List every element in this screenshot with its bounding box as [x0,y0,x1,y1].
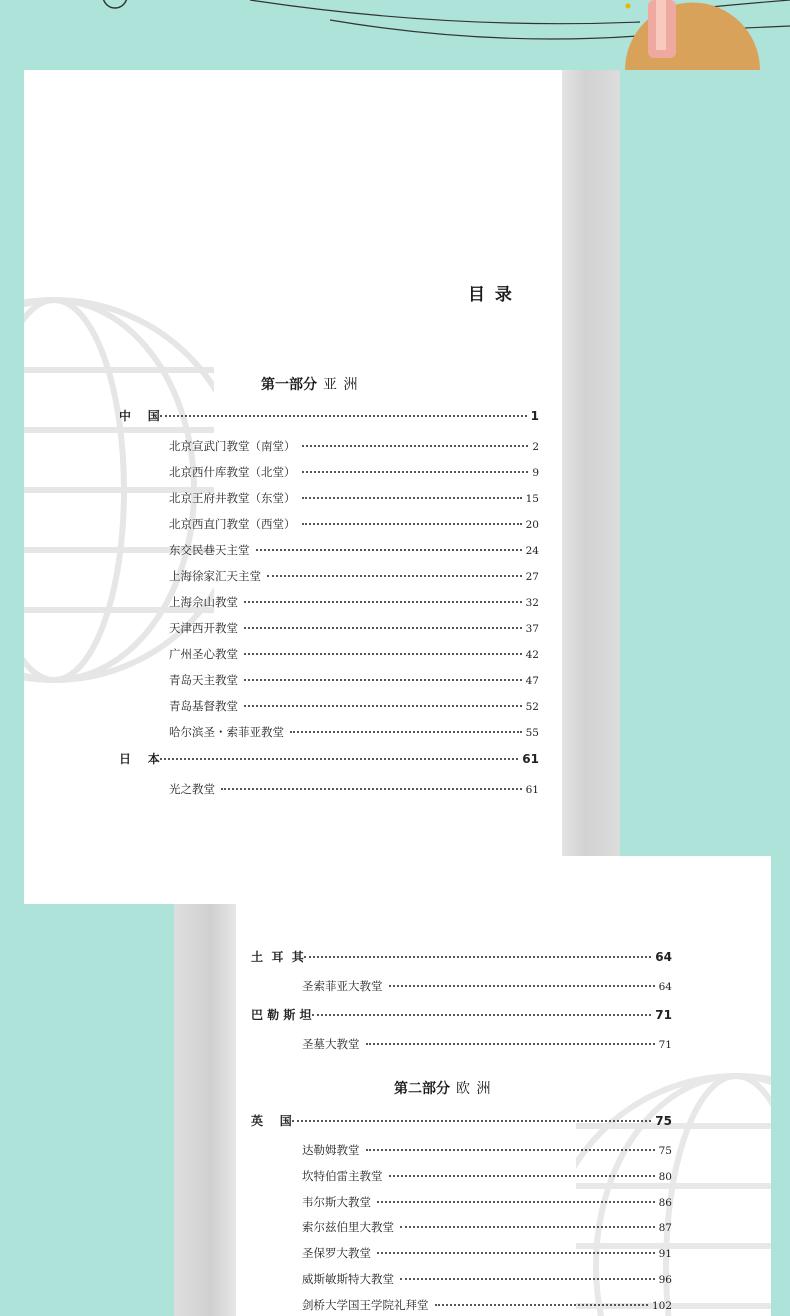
toc-country-row [119,750,539,767]
dot-leader [312,1014,652,1016]
toc-country-row [119,407,539,424]
church-name: 圣墓大教堂 [302,1037,360,1051]
page-number: 1 [530,409,539,423]
dot-leader [244,705,522,707]
part-name: 亚 洲 [323,377,359,393]
toc-entry-row [302,1271,672,1287]
dot-leader [302,445,529,447]
part-number: 第二部分 [394,1081,450,1097]
dot-leader [302,497,522,499]
country-name: 中 国 [119,409,160,423]
toc-entry-row [169,698,539,714]
page-number: 15 [525,493,539,505]
church-name: 索尔兹伯里大教堂 [302,1220,394,1234]
dot-leader [160,415,527,417]
toc-entry-row [302,1219,672,1235]
church-name: 广州圣心教堂 [169,647,238,661]
toc-entry-row [302,1194,672,1210]
page-number: 71 [655,1008,672,1022]
dot-leader [400,1278,655,1280]
page-number: 64 [655,950,672,964]
dot-leader [366,1149,655,1151]
page-number: 64 [658,981,672,993]
church-name: 北京西什库教堂（北堂） [169,465,296,479]
dot-leader [290,731,522,733]
church-name: 圣保罗大教堂 [302,1246,371,1260]
page-number: 86 [658,1197,672,1209]
dot-leader [304,956,652,958]
page-number: 91 [658,1248,672,1260]
dot-leader [244,601,522,603]
page-number: 96 [658,1274,672,1286]
page-number: 47 [525,675,539,687]
dot-leader [377,1201,655,1203]
toc-entry-row [302,1036,672,1052]
page-number: 55 [525,727,539,739]
church-name: 青岛天主教堂 [169,673,238,687]
toc-entry-row [169,490,539,506]
toc-entry-row [302,1142,672,1158]
toc-entry-row [169,464,539,480]
page-number: 9 [532,467,539,479]
church-name: 光之教堂 [169,782,215,796]
dot-leader [400,1226,655,1228]
part-heading [261,374,358,394]
church-name: 坎特伯雷主教堂 [302,1169,383,1183]
toc-entry-row [169,542,539,558]
church-name: 北京王府井教堂（东堂） [169,491,296,505]
dot-leader [244,627,522,629]
page-number: 27 [525,571,539,583]
toc-entry-row [169,646,539,662]
dot-leader [160,758,519,760]
page-number: 80 [658,1171,672,1183]
church-name: 圣索菲亚大教堂 [302,979,383,993]
header-decoration [0,0,790,70]
page-number: 71 [658,1039,672,1051]
part-heading [394,1078,491,1098]
country-name: 巴 勒 斯 坦 [251,1008,312,1022]
dot-leader [244,653,522,655]
toc-page-2 [236,856,771,1316]
page-gutter-shadow [174,904,236,1316]
country-name: 日 本 [119,752,160,766]
church-name: 上海佘山教堂 [169,595,238,609]
church-name: 韦尔斯大教堂 [302,1195,371,1209]
page-gutter-shadow [562,70,620,904]
country-name: 土 耳 其 [251,950,304,964]
toc-entry-row [169,724,539,740]
toc-entry-row [169,781,539,797]
church-name: 北京宣武门教堂（南堂） [169,439,296,453]
church-name: 青岛基督教堂 [169,699,238,713]
page-number: 32 [525,597,539,609]
dot-leader [292,1120,652,1122]
page-number: 61 [525,784,539,796]
page-number: 42 [525,649,539,661]
toc-entry-row [169,568,539,584]
page-number: 75 [655,1114,672,1128]
dot-leader [256,549,522,551]
church-name: 北京西直门教堂（西堂） [169,517,296,531]
toc-entry-row [169,620,539,636]
toc-country-row [251,948,672,965]
church-name: 东交民巷天主堂 [169,543,250,557]
dot-leader [389,1175,655,1177]
dot-leader [302,471,529,473]
part-number: 第一部分 [261,377,317,393]
page-number: 2 [532,441,539,453]
toc-entry-row [169,594,539,610]
page-number: 75 [658,1145,672,1157]
toc-entry-row [302,1168,672,1184]
dot-leader [221,788,522,790]
toc-entry-row [302,978,672,994]
page-number: 102 [651,1300,672,1312]
toc-country-row [251,1112,672,1129]
page-number: 20 [525,519,539,531]
dot-leader [389,985,655,987]
dot-leader [244,679,522,681]
toc-entry-row [302,1245,672,1261]
part-name: 欧 洲 [456,1081,492,1097]
page-number: 37 [525,623,539,635]
church-name: 上海徐家汇天主堂 [169,569,261,583]
church-name: 剑桥大学国王学院礼拜堂 [302,1298,429,1312]
page-number: 24 [525,545,539,557]
toc-page-1 [24,70,562,904]
toc-country-row [251,1006,672,1023]
toc-entry-row [169,672,539,688]
dot-leader [302,523,522,525]
toc-title: 目 录 [468,285,514,305]
church-name: 哈尔滨圣・索菲亚教堂 [169,725,284,739]
church-name: 天津西开教堂 [169,621,238,635]
dot-leader [366,1043,655,1045]
page-number: 61 [522,752,539,766]
dot-leader [377,1252,655,1254]
church-name: 达勒姆教堂 [302,1143,360,1157]
dot-leader [435,1304,648,1306]
page-number: 52 [525,701,539,713]
country-name: 英 国 [251,1114,292,1128]
toc-entry-row [302,1297,672,1313]
toc-entry-row [169,438,539,454]
toc-entry-row [169,516,539,532]
church-name: 威斯敏斯特大教堂 [302,1272,394,1286]
page-number: 87 [658,1222,672,1234]
dot-leader [267,575,522,577]
